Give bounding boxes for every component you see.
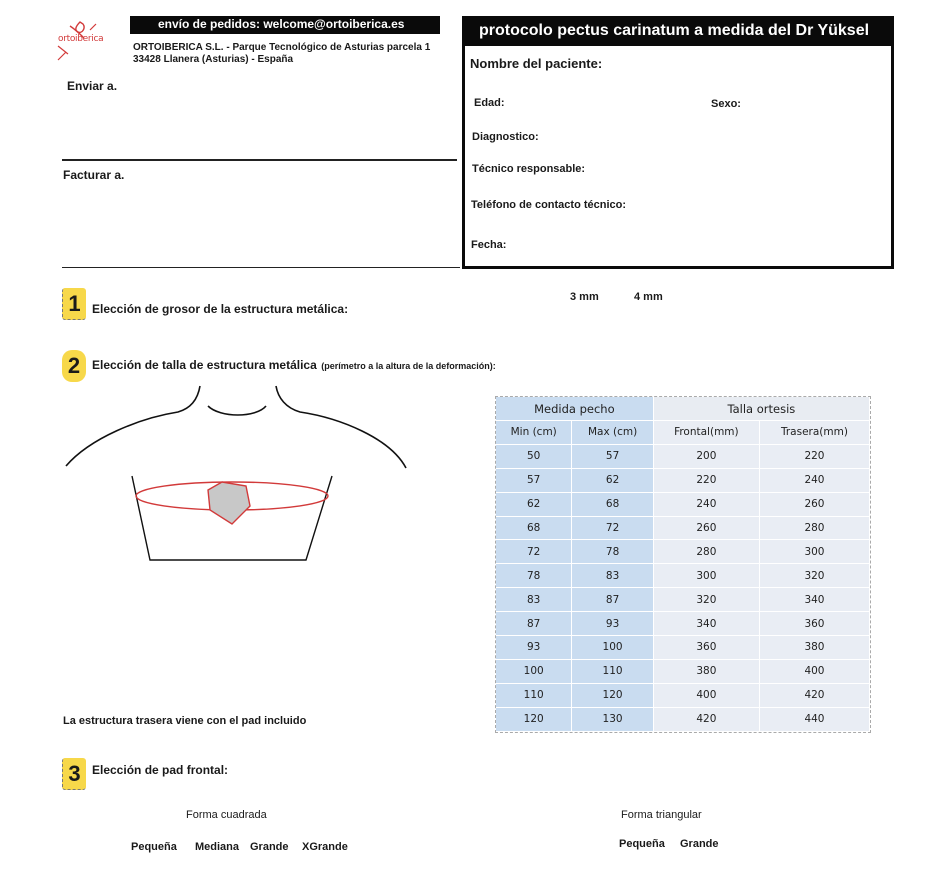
max-cell: 100 [572, 636, 653, 660]
table-row [496, 517, 870, 541]
table-row [496, 469, 870, 493]
frontal-cell: 240 [654, 493, 760, 517]
min-cell: 50 [496, 445, 572, 469]
min-cell: 100 [496, 660, 572, 684]
min-cell: 62 [496, 493, 572, 517]
frontal-cell: 200 [654, 445, 760, 469]
min-cell: 83 [496, 588, 572, 612]
technician-label: Técnico responsable: [472, 163, 586, 175]
table-row [496, 684, 870, 708]
age-label: Edad: [474, 97, 505, 109]
table-row [496, 636, 870, 660]
col-max: Max (cm) [572, 421, 653, 445]
max-cell: 68 [572, 493, 653, 517]
section-1-title: Elección de grosor de la estructura metálica: [92, 302, 349, 316]
table-row [496, 540, 870, 564]
max-cell: 57 [572, 445, 653, 469]
col-rear: Trasera(mm) [760, 421, 870, 445]
torso-diagram [60, 378, 420, 568]
section-2-badge: 2 [62, 350, 86, 382]
send-to-label: Enviar a. [67, 79, 118, 93]
section-3-badge: 3 [62, 758, 86, 790]
min-cell: 72 [496, 540, 572, 564]
rear-cell: 440 [760, 708, 870, 732]
triangle-size-small[interactable]: Pequeña [619, 838, 665, 850]
min-cell: 120 [496, 708, 572, 732]
table-column-header [496, 421, 870, 445]
frontal-cell: 220 [654, 469, 760, 493]
section-2-subtitle: (perímetro a la altura de la deformación): [321, 361, 496, 371]
company-logo [50, 16, 110, 66]
sex-label: Sexo: [711, 98, 741, 110]
table-group-header [496, 397, 870, 421]
col-frontal: Frontal(mm) [654, 421, 760, 445]
max-cell: 93 [572, 612, 653, 636]
thickness-option-3mm[interactable]: 3 mm [570, 291, 599, 303]
min-cell: 78 [496, 564, 572, 588]
bill-to-label: Facturar a. [63, 168, 125, 182]
min-cell: 87 [496, 612, 572, 636]
rear-cell: 360 [760, 612, 870, 636]
group-chest-measure: Medida pecho [496, 397, 654, 421]
min-cell: 93 [496, 636, 572, 660]
table-row [496, 660, 870, 684]
company-address-line1: ORTOIBERICA S.L. - Parque Tecnológico de Asturias parcela 1 [133, 42, 431, 53]
size-table [495, 396, 871, 733]
diagnosis-label: Diagnostico: [472, 131, 539, 143]
table-row [496, 493, 870, 517]
square-size-xlarge[interactable]: XGrande [302, 841, 348, 853]
square-size-medium[interactable]: Mediana [195, 841, 240, 853]
square-pad-label: Forma cuadrada [186, 809, 267, 821]
rear-cell: 260 [760, 493, 870, 517]
rear-cell: 240 [760, 469, 870, 493]
max-cell: 110 [572, 660, 653, 684]
triangle-pad-label: Forma triangular [621, 809, 702, 821]
col-min: Min (cm) [496, 421, 572, 445]
rear-cell: 400 [760, 660, 870, 684]
max-cell: 72 [572, 517, 653, 541]
max-cell: 120 [572, 684, 653, 708]
rear-cell: 220 [760, 445, 870, 469]
rear-cell: 280 [760, 517, 870, 541]
max-cell: 62 [572, 469, 653, 493]
order-email-bar: envío de pedidos: welcome@ortoiberica.es [130, 16, 440, 34]
square-size-small[interactable]: Pequeña [131, 841, 177, 853]
table-row [496, 588, 870, 612]
rear-cell: 420 [760, 684, 870, 708]
date-label: Fecha: [471, 239, 507, 251]
company-address-line2: 33428 Llanera (Asturias) - España [133, 54, 294, 65]
min-cell: 68 [496, 517, 572, 541]
section-3-title: Elección de pad frontal: [92, 763, 229, 777]
rear-cell: 320 [760, 564, 870, 588]
rear-cell: 300 [760, 540, 870, 564]
table-row [496, 564, 870, 588]
group-orthosis-size: Talla ortesis [654, 397, 870, 421]
table-row [496, 708, 870, 732]
rear-cell: 340 [760, 588, 870, 612]
company-address [133, 42, 430, 66]
frontal-cell: 420 [654, 708, 760, 732]
max-cell: 130 [572, 708, 653, 732]
frontal-cell: 300 [654, 564, 760, 588]
section-2-title: Elección de talla de estructura metálica [92, 358, 317, 372]
send-to-divider [62, 159, 457, 161]
thickness-option-4mm[interactable]: 4 mm [634, 291, 663, 303]
frontal-cell: 380 [654, 660, 760, 684]
rear-structure-note: La estructura trasera viene con el pad incluido [63, 715, 307, 727]
min-cell: 57 [496, 469, 572, 493]
logo-text: ortoiberica [58, 34, 104, 44]
bill-to-divider [62, 267, 460, 268]
square-size-large[interactable]: Grande [250, 841, 289, 853]
table-row [496, 612, 870, 636]
max-cell: 78 [572, 540, 653, 564]
frontal-cell: 400 [654, 684, 760, 708]
frontal-cell: 320 [654, 588, 760, 612]
max-cell: 83 [572, 564, 653, 588]
triangle-size-large[interactable]: Grande [680, 838, 719, 850]
section-1-badge: 1 [62, 288, 86, 320]
section-2-heading [92, 356, 496, 374]
patient-info-box [462, 44, 894, 269]
technician-phone-label: Teléfono de contacto técnico: [471, 199, 627, 211]
frontal-cell: 260 [654, 517, 760, 541]
min-cell: 110 [496, 684, 572, 708]
max-cell: 87 [572, 588, 653, 612]
frontal-cell: 360 [654, 636, 760, 660]
frontal-cell: 280 [654, 540, 760, 564]
deformation-shape [208, 482, 250, 524]
protocol-title: protocolo pectus carinatum a medida del Dr Yüksel [462, 16, 894, 46]
patient-name-label: Nombre del paciente: [470, 56, 603, 71]
rear-cell: 380 [760, 636, 870, 660]
frontal-cell: 340 [654, 612, 760, 636]
table-row [496, 445, 870, 469]
